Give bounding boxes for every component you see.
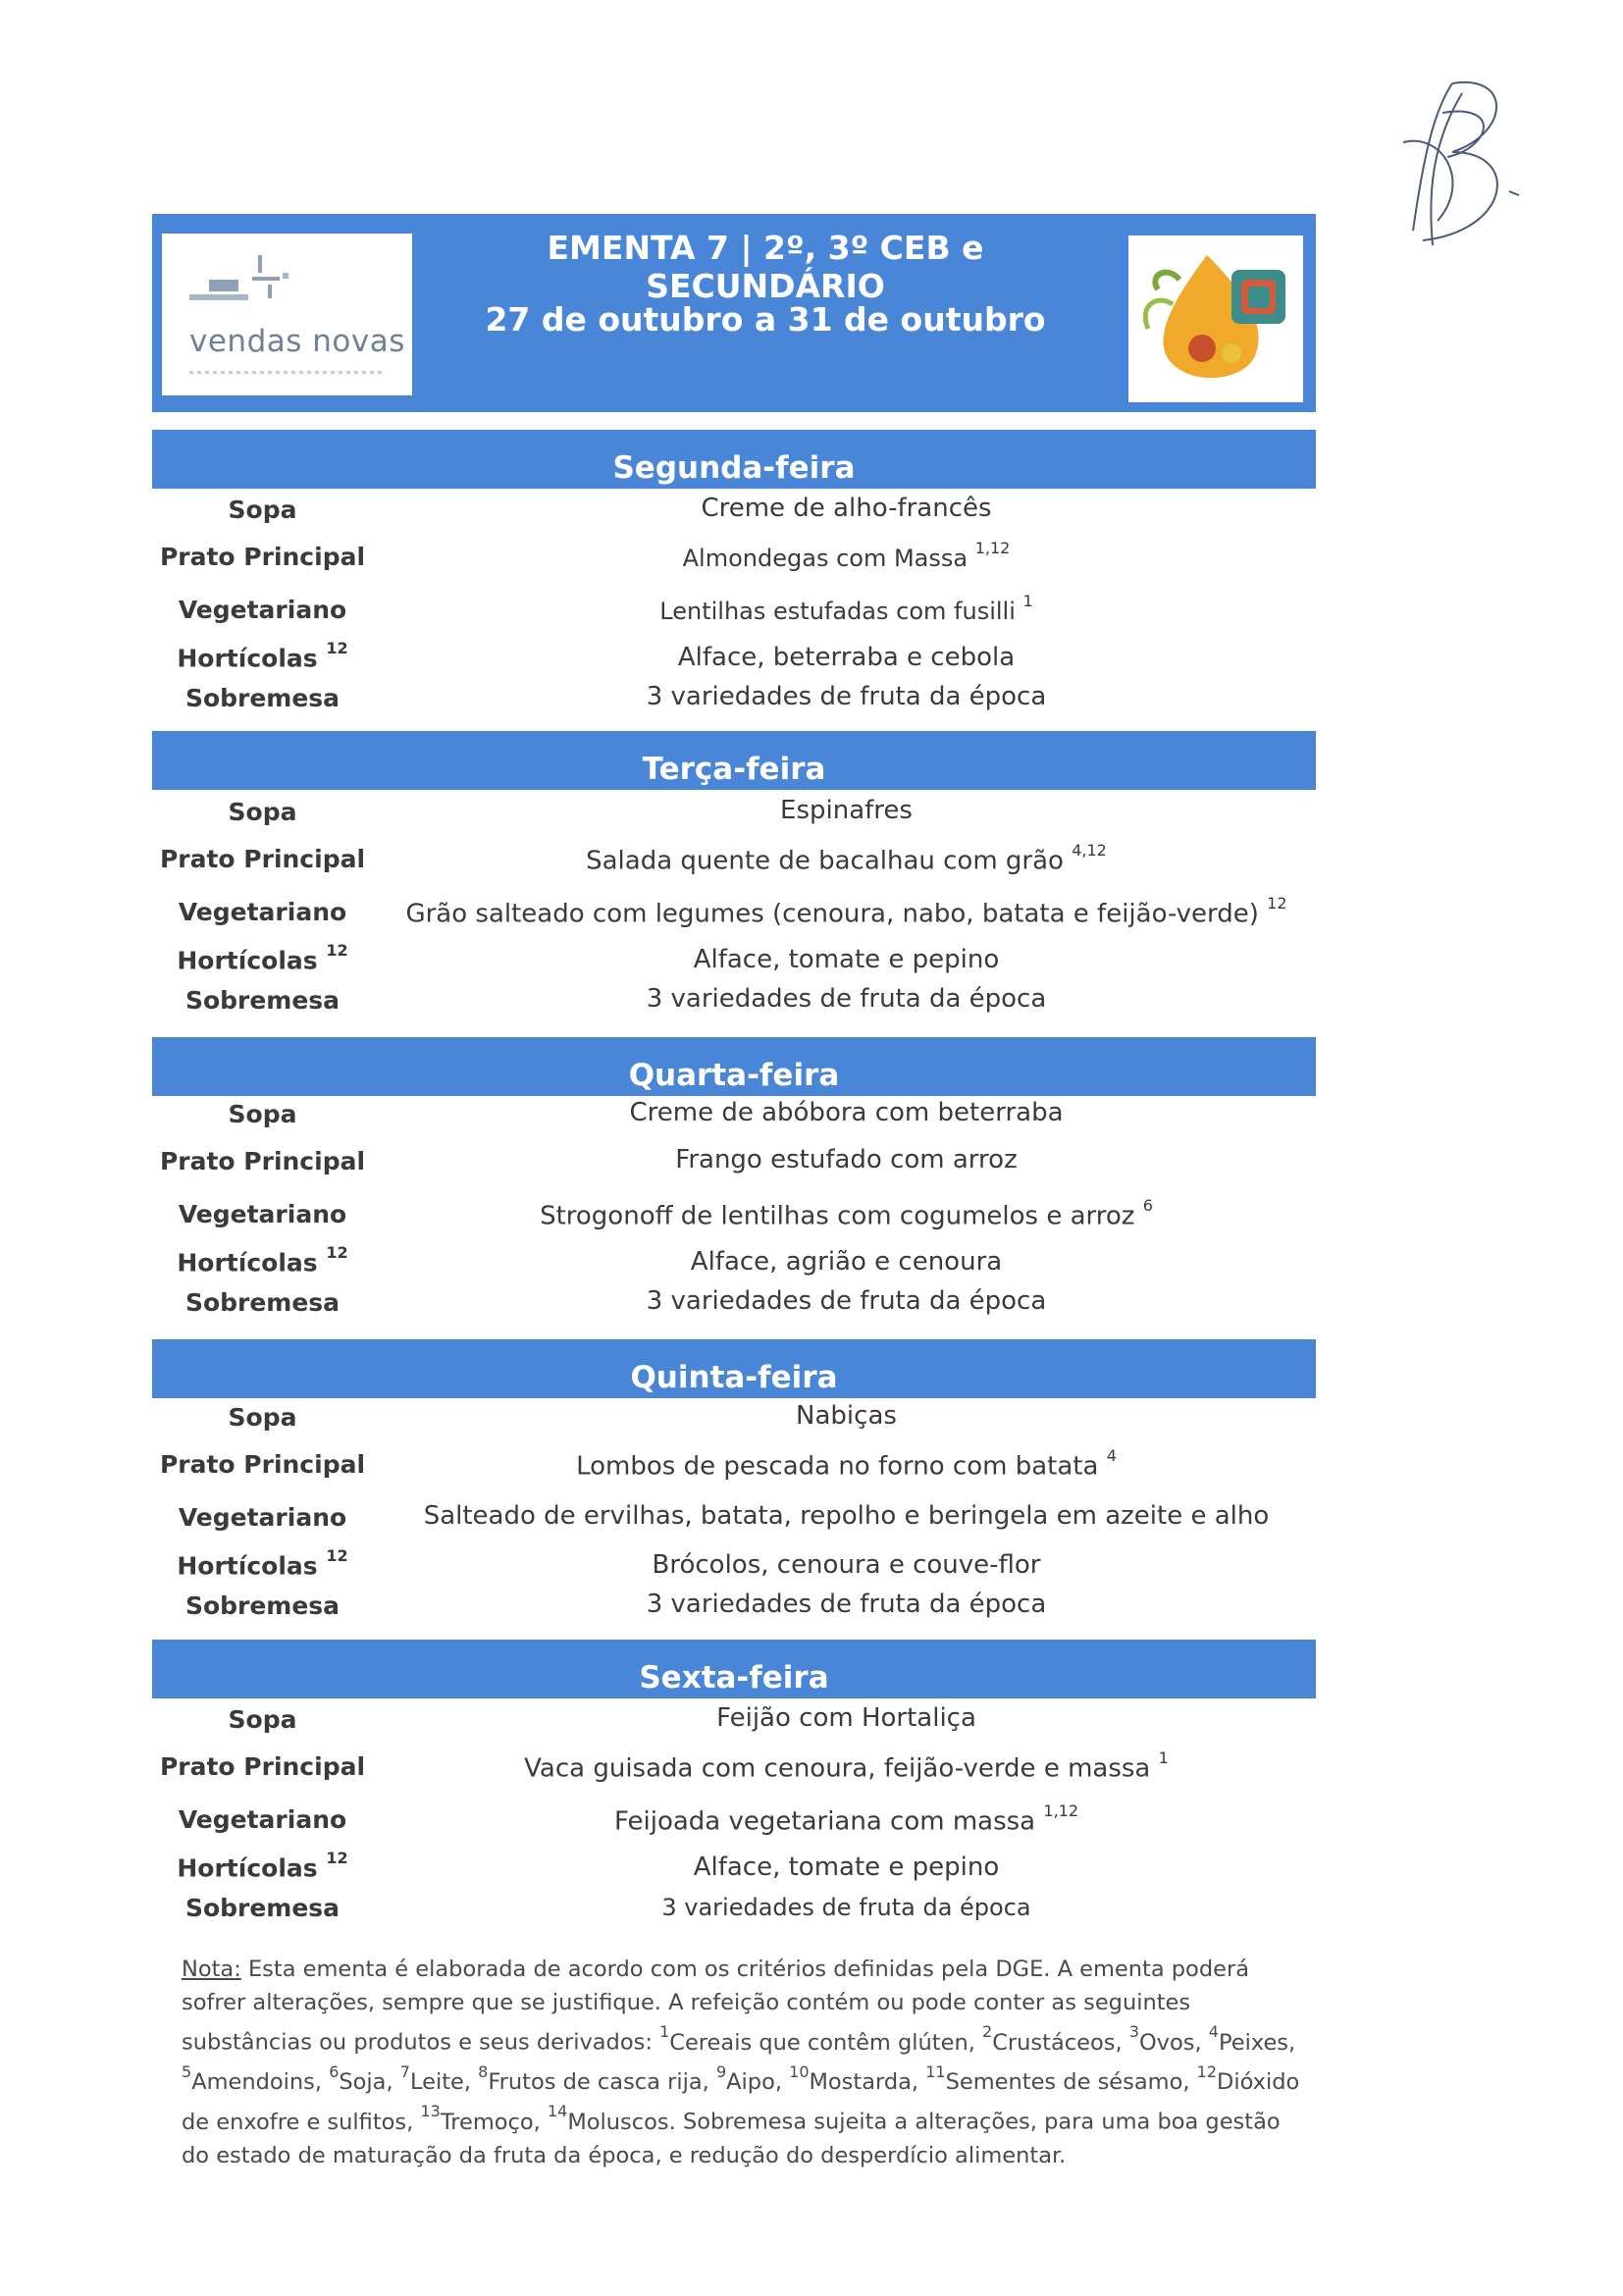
friday-horticolas: Alface, tomate e pepino [693, 1852, 1000, 1882]
day-header-thursday: Quinta-feira [152, 1339, 1316, 1398]
allergen-item: $^{13}$Tremoço, [420, 2102, 548, 2135]
monday-sopa: Creme de alho-francês [701, 494, 992, 523]
label-vegetariano: Vegetariano [178, 596, 347, 624]
wednesday-horticolas: Alface, agrião e cenoura [690, 1247, 1003, 1277]
allergen-item: $^3$Ovos, [1128, 2022, 1209, 2056]
allergen-item: $^9$Aipo, [715, 2061, 790, 2095]
allergen-item: $^{11}$Sementes de sésamo, [925, 2061, 1197, 2095]
wednesday-vegetariano: Strogonoff de lentilhas com cogumelos e arroz $^6$ [540, 1196, 1153, 1231]
municipality-logo [162, 234, 412, 395]
food-illustration [1128, 235, 1303, 402]
monday-sobremesa: 3 variedades de fruta da época [646, 682, 1047, 711]
tuesday-vegetariano: Grão salteado com legumes (cenoura, nabo, batata e feijão-verde) $^{12}$ [405, 894, 1287, 929]
label-sopa: Sopa [228, 1100, 297, 1128]
monday-horticolas: Alface, beterraba e cebola [677, 643, 1016, 672]
label-prato: Prato Principal [159, 1147, 366, 1175]
label-sobremesa: Sobremesa [184, 1288, 340, 1317]
friday-sobremesa: 3 variedades de fruta da época [661, 1894, 1031, 1921]
allergen-item: $^8$Frutos de casca rija, [478, 2061, 716, 2095]
label-sobremesa: Sobremesa [184, 1592, 340, 1620]
label-sopa: Sopa [228, 1403, 297, 1432]
label-sobremesa: Sobremesa [184, 684, 340, 712]
logo-text: vendas novas [189, 324, 405, 359]
label-prato: Prato Principal [159, 845, 366, 873]
note-intro: Esta ementa é elaborada de acordo com os critérios definidas pela DGE. A ementa poderá sofrer alterações, sempre que se justifique. A refeição contém ou pode conter as seguintes substâncias ou produtos e seus derivados: [182, 1957, 1249, 2056]
tuesday-sopa: Espinafres [780, 796, 913, 825]
friday-vegetariano: Feijoada vegetariana com massa $^{1,12}$ [613, 1801, 1079, 1837]
label-vegetariano: Vegetariano [178, 898, 347, 926]
menu-dates: 27 de outubro a 31 de outubro [485, 300, 1046, 339]
monday-vegetariano: Lentilhas estufadas com fusilli $^1$ [659, 592, 1033, 625]
label-horticolas: Hortícolas $^{12}$ [177, 639, 348, 673]
thursday-sopa: Nabiças [796, 1401, 897, 1431]
label-horticolas: Hortícolas $^{12}$ [177, 1243, 348, 1278]
thursday-vegetariano: Salteado de ervilhas, batata, repolho e beringela em azeite e alho [423, 1501, 1270, 1531]
day-header-tuesday: Terça-feira [152, 731, 1316, 790]
thursday-prato: Lombos de pescada no forno com batata $^4$ [576, 1446, 1117, 1482]
wednesday-prato: Frango estufado com arroz [675, 1145, 1018, 1174]
fruit-drop-icon [1128, 235, 1303, 402]
label-vegetariano: Vegetariano [178, 1200, 347, 1228]
allergen-item: $^5$Amendoins, [182, 2061, 330, 2095]
allergen-item: $^6$Soja, [329, 2061, 400, 2095]
label-horticolas: Hortícolas $^{12}$ [177, 941, 348, 975]
note-lead: Nota: [182, 1957, 241, 1982]
friday-sopa: Feijão com Hortaliça [716, 1703, 976, 1733]
monday-prato: Almondegas com Massa $^{1,12}$ [682, 539, 1011, 572]
thursday-horticolas: Brócolos, cenoura e couve-flor [652, 1550, 1041, 1580]
note-outro: Sobremesa sujeita a alterações, para uma boa gestão do estado de maturação da fruta da época, e redução do desperdício alimentar. [182, 2109, 1281, 2168]
label-vegetariano: Vegetariano [178, 1805, 347, 1834]
day-header-wednesday: Quarta-feira [152, 1037, 1316, 1096]
allergen-item: $^{14}$Moluscos. [548, 2102, 683, 2135]
allergen-item: $^4$Peixes, [1208, 2022, 1296, 2056]
tuesday-prato: Salada quente de bacalhau com grão $^{4,12}$ [586, 841, 1107, 876]
label-prato: Prato Principal [159, 1450, 366, 1479]
logo-tagline-decoration [189, 371, 386, 374]
label-prato: Prato Principal [159, 1752, 366, 1781]
label-vegetariano: Vegetariano [178, 1503, 347, 1532]
friday-prato: Vaca guisada com cenoura, feijão-verde e massa $^1$ [524, 1748, 1169, 1784]
day-header-friday: Sexta-feira [152, 1640, 1316, 1698]
allergen-item: $^1$Cereais que contêm glúten, [659, 2022, 983, 2056]
logo-graphic-icon [189, 245, 307, 319]
label-horticolas: Hortícolas $^{12}$ [177, 1849, 348, 1883]
wednesday-sopa: Creme de abóbora com beterraba [629, 1098, 1064, 1127]
allergen-item: $^{10}$Mostarda, [789, 2061, 926, 2095]
label-sobremesa: Sobremesa [184, 1894, 340, 1922]
allergen-note [182, 1953, 1300, 2172]
tuesday-sobremesa: 3 variedades de fruta da época [646, 984, 1047, 1014]
label-sopa: Sopa [228, 496, 297, 524]
thursday-sobremesa: 3 variedades de fruta da época [646, 1590, 1047, 1619]
label-sopa: Sopa [228, 798, 297, 826]
wednesday-sobremesa: 3 variedades de fruta da época [646, 1286, 1047, 1316]
label-prato: Prato Principal [159, 543, 366, 571]
allergen-item: $^{12}$Dióxido de enxofre e sulfitos, [182, 2061, 1300, 2135]
label-horticolas: Hortícolas $^{12}$ [177, 1546, 348, 1581]
label-sobremesa: Sobremesa [184, 986, 340, 1015]
label-sopa: Sopa [228, 1705, 297, 1734]
day-header-monday: Segunda-feira [152, 430, 1316, 489]
tuesday-horticolas: Alface, tomate e pepino [693, 945, 1000, 974]
handwritten-signature [1393, 74, 1541, 260]
allergen-item: $^7$Leite, [399, 2061, 479, 2095]
allergen-item: $^2$Crustáceos, [982, 2022, 1129, 2056]
menu-title: EMENTA 7 | 2º, 3º CEB e SECUNDÁRIO [547, 229, 984, 305]
